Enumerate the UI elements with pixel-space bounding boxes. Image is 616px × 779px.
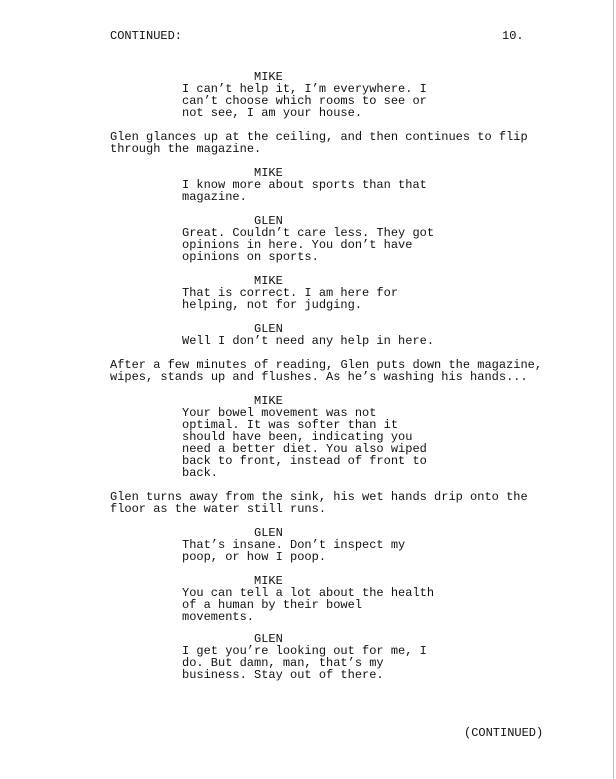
- dialogue-line: Great. Couldn’t care less. They got: [182, 226, 435, 240]
- action-line: Glen glances up at the ceiling, and then continues to flip: [110, 130, 528, 144]
- dialogue-line: Well I don’t need any help in here.: [182, 334, 435, 348]
- character-cue: GLEN: [254, 632, 283, 646]
- dialogue-line: Your bowel movement was not: [182, 406, 377, 420]
- action-line: wipes, stands up and flushes. As he’s washing his hands...: [110, 370, 528, 384]
- character-cue: GLEN: [254, 214, 283, 228]
- character-cue: GLEN: [254, 526, 283, 540]
- dialogue-line: business. Stay out of there.: [182, 668, 384, 682]
- character-cue: MIKE: [254, 574, 283, 588]
- character-cue: MIKE: [254, 166, 283, 180]
- dialogue-line: poop, or how I poop.: [182, 550, 327, 564]
- dialogue-line: back to front, instead of front to: [182, 454, 427, 468]
- dialogue-line: should have been, indicating you: [182, 430, 413, 444]
- dialogue-line: need a better diet. You also wiped: [182, 442, 427, 456]
- dialogue-line: optimal. It was softer than it: [182, 418, 399, 432]
- dialogue-line: of a human by their bowel: [182, 598, 363, 612]
- action-line: through the magazine.: [110, 142, 262, 156]
- action-line: floor as the water still runs.: [110, 502, 327, 516]
- dialogue-line: I know more about sports than that: [182, 178, 427, 192]
- dialogue-line: opinions on sports.: [182, 250, 319, 264]
- dialogue-line: That is correct. I am here for: [182, 286, 399, 300]
- dialogue-line: magazine.: [182, 190, 247, 204]
- header-continued: CONTINUED:: [110, 29, 183, 43]
- dialogue-line: can’t choose which rooms to see or: [182, 94, 427, 108]
- dialogue-line: I can’t help it, I’m everywhere. I: [182, 82, 427, 96]
- footer-continued: (CONTINUED): [464, 726, 544, 740]
- dialogue-line: opinions in here. You don’t have: [182, 238, 413, 252]
- dialogue-line: back.: [182, 466, 219, 480]
- character-cue: GLEN: [254, 322, 283, 336]
- dialogue-line: That’s insane. Don’t inspect my: [182, 538, 406, 552]
- character-cue: MIKE: [254, 394, 283, 408]
- dialogue-line: I get you’re looking out for me, I: [182, 644, 427, 658]
- action-line: Glen turns away from the sink, his wet hands drip onto the: [110, 490, 528, 504]
- dialogue-line: do. But damn, man, that’s my: [182, 656, 384, 670]
- character-cue: MIKE: [254, 274, 283, 288]
- action-line: After a few minutes of reading, Glen puts down the magazine,: [110, 358, 543, 372]
- dialogue-line: movements.: [182, 610, 255, 624]
- dialogue-line: not see, I am your house.: [182, 106, 363, 120]
- page-number: 10.: [502, 29, 524, 43]
- dialogue-line: helping, not for judging.: [182, 298, 363, 312]
- dialogue-line: You can tell a lot about the health: [182, 586, 435, 600]
- character-cue: MIKE: [254, 70, 283, 84]
